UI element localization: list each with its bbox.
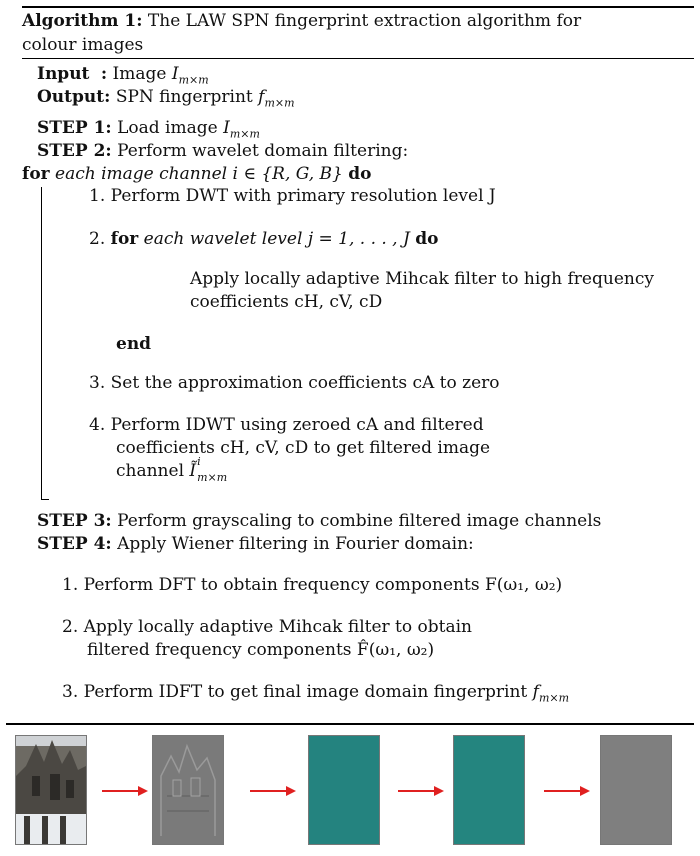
for-keyword: for <box>22 164 50 184</box>
top-rule <box>22 6 694 8</box>
step4-item-2-line1 <box>62 617 472 637</box>
step2-text: Perform wavelet domain filtering: <box>117 141 409 161</box>
loop-item-2-num: 2. <box>89 229 106 249</box>
gray-panel <box>600 735 672 845</box>
output-var: f <box>258 87 265 107</box>
step3-line <box>37 511 601 531</box>
inner-for-condition: each wavelet level j = 1, . . . , J <box>143 229 410 249</box>
step4-item-3-num: 3. <box>62 682 79 702</box>
inner-end-line <box>116 334 151 354</box>
input-var: I <box>171 64 179 84</box>
arrow-icon <box>102 785 148 797</box>
inner-do-keyword: do <box>415 229 439 249</box>
loop-item-4-line2 <box>116 438 490 458</box>
step4-item-2-line2 <box>87 640 434 660</box>
figure-panel-wavelet <box>145 735 223 845</box>
teal-panel-1 <box>308 735 380 845</box>
step4-item-3 <box>62 682 569 708</box>
header-rule <box>22 58 694 59</box>
loop-item-3 <box>89 373 500 393</box>
algorithm-caption-line2 <box>22 35 143 55</box>
step4-item-1-num: 1. <box>62 575 79 595</box>
algorithm-caption-line1 <box>22 11 581 31</box>
step4-item-1-text: Perform DFT to obtain frequency components F(ω₁, ω₂) <box>83 575 563 595</box>
step4-item-3-text: Perform IDFT to get final image domain fingerprint <box>83 682 533 702</box>
step4-label: STEP 4: <box>37 534 112 554</box>
figure-panel-input <box>8 735 86 845</box>
loop-bracket-end <box>41 499 49 500</box>
loop-item-4-num: 4. <box>89 415 106 435</box>
input-image-panel <box>15 735 87 845</box>
loop-item-2 <box>89 229 438 249</box>
figure-panel-teal-1 <box>301 735 379 845</box>
loop-item-3-num: 3. <box>89 373 106 393</box>
loop-item-1-text: Perform DWT with primary resolution level J <box>110 186 496 206</box>
do-keyword: do <box>348 164 372 184</box>
step3-text: Perform grayscaling to combine filtered image channels <box>117 511 602 531</box>
step1-text: Load image <box>117 118 224 138</box>
teal-panel-2 <box>453 735 525 845</box>
inner-loop-text1: Apply locally adaptive Mihcak filter to high frequency <box>190 269 654 289</box>
noise-texture-icon <box>153 736 223 844</box>
step1-label: STEP 1: <box>37 118 112 138</box>
loop-item-4-sup: i <box>197 455 201 468</box>
step4-item-1 <box>62 575 562 595</box>
step3-label: STEP 3: <box>37 511 112 531</box>
loop-item-3-text: Set the approximation coefficients cA to zero <box>110 373 500 393</box>
step4-item-2-num: 2. <box>62 617 79 637</box>
inner-loop-text2: coefficients cH, cV, cD <box>190 292 383 312</box>
step2-line <box>37 141 408 161</box>
end-keyword: end <box>116 334 152 354</box>
photo-thumbnail-icon <box>16 736 86 844</box>
for-channel-line <box>22 164 372 184</box>
step1-sub: m×m <box>229 127 260 141</box>
loop-item-1 <box>89 186 496 206</box>
inner-for-keyword: for <box>110 229 139 249</box>
input-text: Image <box>112 64 172 84</box>
step4-item-3-var: f <box>532 682 539 702</box>
loop-item-1-num: 1. <box>89 186 106 206</box>
output-line <box>37 87 295 113</box>
loop-item-4-var: Ĩ <box>189 461 197 481</box>
inner-loop-line1 <box>190 269 654 289</box>
loop-bracket <box>41 187 42 499</box>
algorithm-title-part2: colour images <box>22 35 144 55</box>
inner-loop-line2 <box>190 292 382 312</box>
loop-item-4-line3 <box>116 455 228 484</box>
loop-item-4-sub: m×m <box>197 471 228 484</box>
input-label: Input <box>37 64 90 84</box>
step1-var: I <box>223 118 230 138</box>
arrow-icon <box>544 785 590 797</box>
step2-label: STEP 2: <box>37 141 112 161</box>
wavelet-filtered-panel <box>152 735 224 845</box>
for-condition: each image channel i ∈ {R, G, B} <box>55 164 343 184</box>
step4-item-2-text2: filtered frequency components F̂(ω₁, ω₂) <box>87 640 435 660</box>
step4-line <box>37 534 474 554</box>
step4-text: Apply Wiener filtering in Fourier domain: <box>117 534 474 554</box>
output-sub: m×m <box>264 96 295 110</box>
input-sub: m×m <box>178 73 209 87</box>
arrow-icon <box>250 785 296 797</box>
loop-item-4-text1: Perform IDWT using zeroed cA and filtered <box>110 415 484 435</box>
step4-item-2-text1: Apply locally adaptive Mihcak filter to obtain <box>83 617 473 637</box>
bottom-rule <box>6 723 694 725</box>
figure-panel-teal-2 <box>446 735 524 845</box>
loop-item-4-text2: coefficients cH, cV, cD to get filtered image <box>116 438 491 458</box>
algorithm-title-part1: The LAW SPN fingerprint extraction algorithm for <box>147 11 582 31</box>
algorithm-label: Algorithm 1: <box>22 11 143 31</box>
output-text: SPN fingerprint <box>115 87 259 107</box>
arrow-icon <box>398 785 444 797</box>
output-label: Output: <box>37 87 111 107</box>
input-separator: : <box>100 64 108 84</box>
step4-item-3-sub: m×m <box>538 691 570 705</box>
figure-panel-gray <box>593 735 671 845</box>
loop-item-4-line1 <box>89 415 484 435</box>
loop-item-4-text3: channel <box>116 461 190 481</box>
